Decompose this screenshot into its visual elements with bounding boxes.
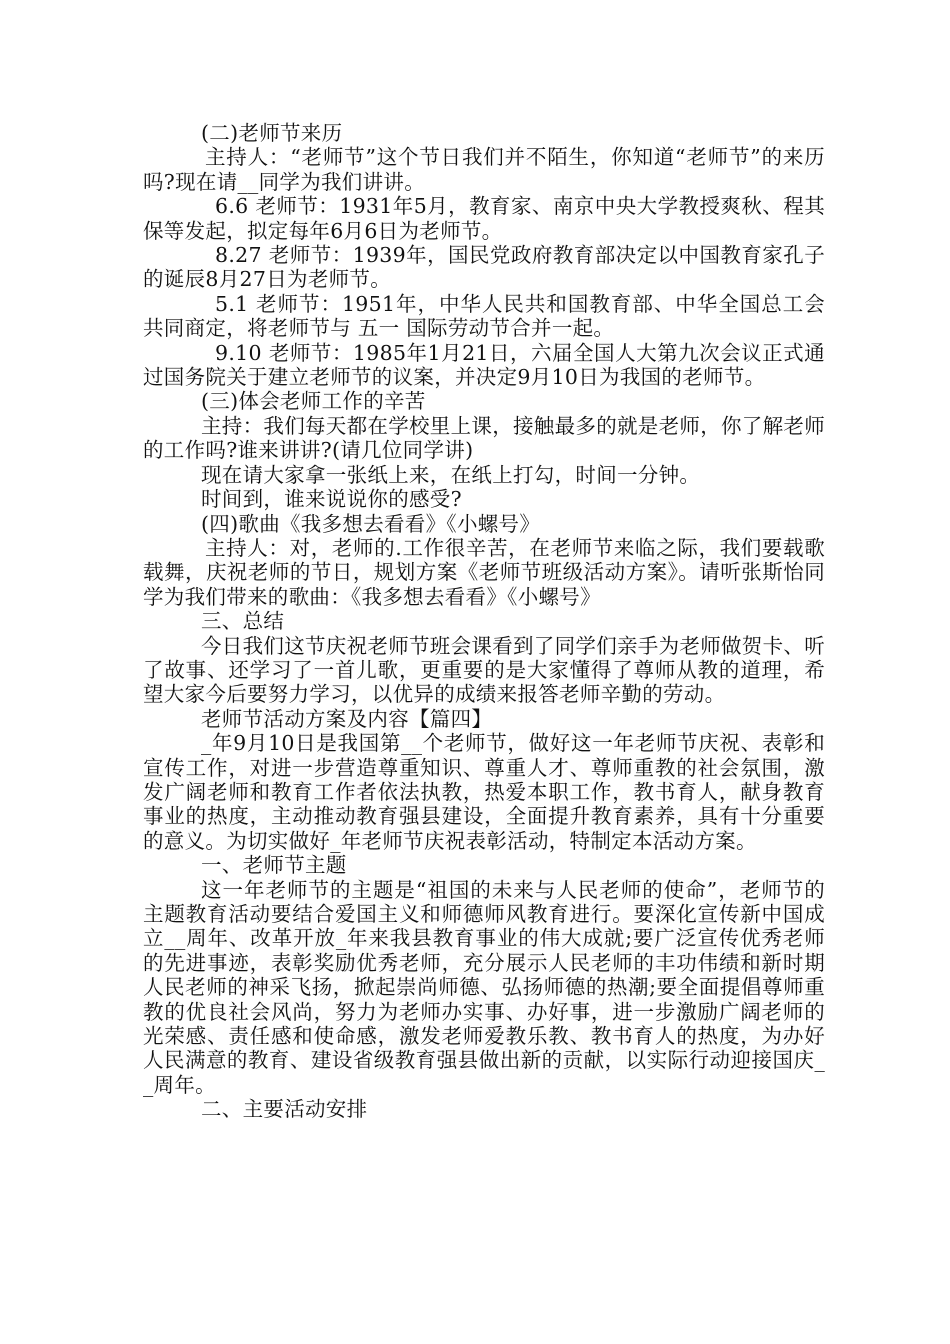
paragraph-8-27: 8.27 老师节：1939年，国民党政府教育部决定以中国教育家孔子的诞辰8月27日为老师节。	[143, 243, 825, 292]
paragraph-host-songs: 主持人：对，老师的.工作很辛苦，在老师节来临之际，我们要载歌载舞，庆祝老师的节日，规划方案《老师节班级活动方案》。请听张斯怡同学为我们带来的歌曲：《我多想去看看》《小螺号》	[143, 535, 825, 609]
heading-experience-hardship: (三)体会老师工作的辛苦	[201, 389, 426, 414]
paragraph-6-6: 6.6 老师节：1931年5月，教育家、南京中央大学教授爽秋、程其保等发起，拟定每年6月6日为老师节。	[143, 194, 825, 243]
paragraph-paper-task: 现在请大家拿一张纸上来，在纸上打勾，时间一分钟。	[201, 462, 701, 487]
heading-summary: 三、总结	[201, 609, 285, 634]
paragraph-host-question: 主持：我们每天都在学校里上课，接触最多的就是老师，你了解老师的工作吗?谁来讲讲?(请几位同学讲)	[143, 413, 825, 463]
heading-part-four: 老师节活动方案及内容【篇四】	[201, 706, 493, 731]
heading-theme: 一、老师节主题	[201, 853, 347, 878]
heading-teacher-day-history: (二)老师节来历	[201, 121, 343, 145]
paragraph-5-1: 5.1 老师节：1951年，中华人民共和国教育部、中华全国总工会共同商定，将老师节与 五一 国际劳动节合并一起。	[143, 291, 825, 341]
paragraph-summary: 今日我们这节庆祝老师节班会课看到了同学们亲手为老师做贺卡、听了故事、还学习了一首儿歌，更重要的是大家懂得了尊师从教的道理，希望大家今后要努力学习，以优异的成绩来报答老师辛勤的劳动。	[143, 633, 825, 707]
document-body	[143, 121, 825, 1122]
paragraph-host-intro: 主持人：“老师节”这个节日我们并不陌生，你知道“老师节”的来历吗?现在请__同学为我们讲讲。	[143, 145, 825, 194]
heading-main-activities: 二、主要活动安排	[201, 1097, 368, 1122]
heading-songs: (四)歌曲《我多想去看看》《小螺号》	[201, 511, 541, 536]
paragraph-time-up: 时间到，谁来说说你的感受?	[201, 487, 462, 512]
paragraph-theme: 这一年老师节的主题是“祖国的未来与人民老师的使命”，老师节的主题教育活动要结合爱国主义和师德师风教育进行。要深化宣传新中国成立__周年、改革开放_年来我县教育事业的伟大成就;要广泛宣传优秀老师的先进事迹，表彰奖励优秀老师，充分展示人民老师的丰功伟绩和新时期人民老师的神采飞扬，掀起崇尚师德、弘扬师德的热潮;要全面提倡尊师重教的优良社会风尚，努力为老师办实事、办好事，进一步激励广阔老师的光荣感、责任感和使命感，激发老师爱教乐教、教书育人的热度，为办好人民满意的教育、建设省级教育强县做出新的贡献，以实际行动迎接国庆__周年。	[143, 877, 825, 1097]
paragraph-9-10: 9.10 老师节：1985年1月21日，六届全国人大第九次会议正式通过国务院关于建立老师节的议案，并决定9月10日为我国的老师节。	[143, 340, 825, 390]
paragraph-plan-intro: _年9月10日是我国第__个老师节，做好这一年老师节庆祝、表彰和宣传工作，对进一步营造尊重知识、尊重人才、尊师重教的社会氛围，激发广阔老师和教育工作者依法执教，热爱本职工作，教书育人，献身教育事业的热度，主动推动教育强县建设，全面提升教育素养，具有十分重要的意义。为切实做好_年老师节庆祝表彰活动，特制定本活动方案。	[143, 731, 825, 853]
